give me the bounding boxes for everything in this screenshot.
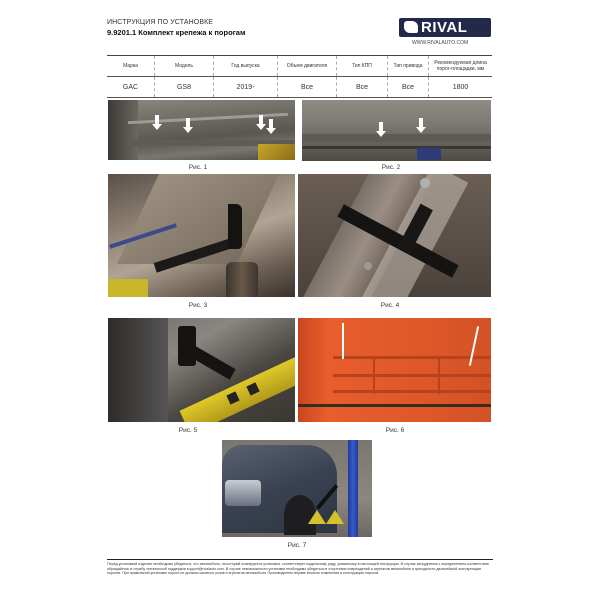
header-drive: Тип привода [388,56,429,77]
spec-table-value-row [107,77,492,98]
figure-5-caption: Рис. 5 [178,427,198,434]
figure-4-caption: Рис. 4 [380,302,400,309]
figure-3-caption: Рис. 3 [188,302,208,309]
arrow-icon [379,122,383,131]
rival-logo [399,18,491,37]
footer-divider [107,559,493,560]
arrow-icon [155,115,159,124]
header-make: Марка [107,56,155,77]
header-engine: Объем двигателя [278,56,337,77]
figure-4-photo [298,174,491,297]
footer-disclaimer: Перед установкой изделия необходимо убедиться, что автомобиль, на который планируется установка, соответствует модельному ряду, указанному в настоящей инструкции. В случае затруднения с определением соответствия обращайтесь в службу технической поддержки support@rivalauto.com. В случае невозможности установки необходимо убедиться в отсутствии повреждений и агрегатов автомобиля и пригодности дальнейшей эксплуатации порогов. При правильной установке пороги не должны касаться узлов и агрегатов автомобиля. Производитель вправе вносить изменения в конструкцию порогов. [107,562,489,576]
logo-text: RIVAL [421,19,468,36]
figure-2-photo [302,100,491,161]
figure-3-photo [108,174,295,297]
figure-7-caption: Рис. 7 [287,542,307,549]
doc-type-heading: ИНСТРУКЦИЯ ПО УСТАНОВКЕ [107,19,214,26]
figure-1-caption: Рис. 1 [188,164,208,171]
figure-2-caption: Рис. 2 [381,164,401,171]
spec-table-header-row [107,56,492,77]
arrow-icon [419,118,423,127]
figure-7-photo [222,440,372,537]
value-drive: Все [388,77,429,98]
spec-table [107,55,492,98]
figure-6-caption: Рис. 6 [385,427,405,434]
value-make: GAC [107,77,155,98]
header-transmission: Тип КПП [337,56,388,77]
value-year: 2019- [214,77,278,98]
rival-emblem-icon [404,21,418,33]
header-model: Модель [155,56,214,77]
product-title: 9.9201.1 Комплект крепежа к порогам [107,28,246,37]
figure-6-photo [298,318,491,422]
value-engine: Все [278,77,337,98]
arrow-icon [186,118,190,127]
value-transmission: Все [337,77,388,98]
arrow-icon [259,115,263,124]
value-model: GS8 [155,77,214,98]
header-length: Рекомендуемая длина порог-площадки, мм [429,56,493,77]
value-length: 1800 [429,77,493,98]
arrow-icon [269,119,273,128]
figure-5-photo [108,318,295,422]
figure-1-photo [108,100,295,160]
header-year: Год выпуска [214,56,278,77]
website-link[interactable]: WWW.RIVALAUTO.COM [412,40,469,46]
